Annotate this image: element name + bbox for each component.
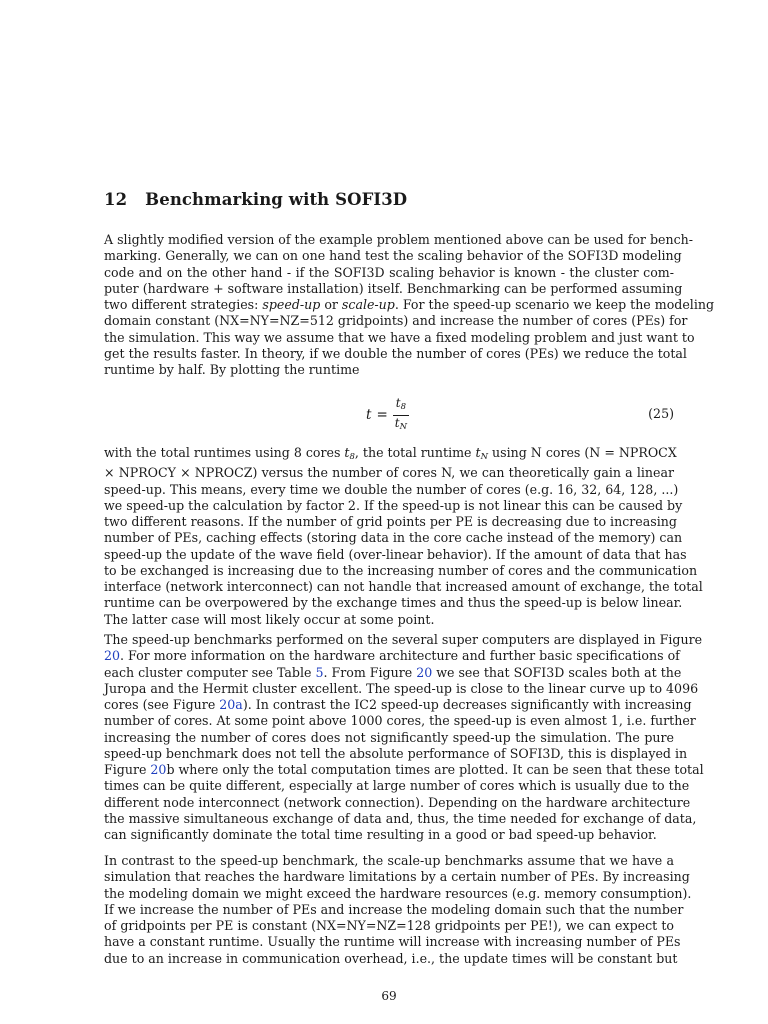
math-var: t [475, 445, 481, 460]
text-line: different node interconnect (network connection). Depending on the hardware architecture [104, 794, 691, 810]
text-line: A slightly modified version of the example problem mentioned above can be used for bench- [104, 232, 694, 247]
fraction-denominator [393, 416, 409, 435]
text-line: interface (network interconnect) can not handle that increased amount of exchange, the total [104, 579, 703, 594]
text-line: speed-up benchmark does not tell the absolute performance of SOFI3D, this is displayed in [104, 745, 688, 761]
text-line: speed-up. This means, every time we double the number of cores (e.g. 16, 32, 64, 128, ...) [104, 481, 679, 497]
text-line: The latter case will most likely occur at some point. [104, 611, 435, 627]
text-fragment: , the total runtime [354, 445, 476, 460]
text-line: runtime can be overpowered by the exchange times and thus the speed-up is below linear. [104, 595, 683, 611]
text-fragment: two different strategies: [104, 297, 263, 312]
text-line: we speed-up the calculation by factor 2. If the speed-up is not linear this can be caused by [104, 497, 683, 513]
paragraph-benchmark-results [104, 632, 704, 843]
text-fragment: with the total runtimes using 8 cores [104, 445, 345, 460]
text-line: two different reasons. If the number of grid points per PE is decreasing due to increasing [104, 514, 677, 529]
equals-sign: = [376, 407, 388, 423]
table-link[interactable]: 5 [315, 664, 324, 680]
text-line: can significantly dominate the total time resulting in a good or bad speed-up behavior. [104, 827, 657, 842]
text-line: to be exchanged is increasing due to the increasing number of cores and the communication [104, 562, 698, 578]
text-line: the massive simultaneous exchange of data and, thus, the time needed for exchange of data, [104, 810, 697, 826]
text-line: get the results faster. In theory, if we double the number of cores (PEs) we reduce the total [104, 345, 687, 361]
text-line [104, 664, 682, 681]
text-line: The speed-up benchmarks performed on the several super computers are displayed in Figure [104, 632, 703, 647]
text-fragment: Figure [104, 762, 151, 777]
text-line: × NPROCY × NPROCZ) versus the number of cores N, we can theoretically gain a linear [104, 465, 674, 481]
text-line: runtime by half. By plotting the runtime [104, 362, 360, 377]
section-heading [104, 190, 407, 209]
text-line [104, 445, 677, 465]
text-line [104, 762, 704, 778]
equation-25 [104, 397, 674, 433]
paragraph-speedup-explanation [104, 445, 703, 628]
term-speed-up: speed-up [262, 297, 321, 312]
text-fragment: . For the speed-up scenario we keep the modeling [394, 297, 715, 312]
numerator-subscript: 8 [400, 401, 406, 412]
text-fragment: or [320, 297, 342, 312]
text-fragment: cores (see Figure [104, 697, 220, 712]
figure-link[interactable]: 20 [416, 664, 433, 680]
text-line: increasing the number of cores does not significantly speed-up the simulation. The pure [104, 729, 674, 745]
paragraph-scaleup [104, 853, 692, 967]
equation-body [366, 397, 409, 433]
equation-lhs: t [366, 407, 372, 423]
text-fragment: each cluster computer see Table [104, 664, 316, 680]
fraction-numerator [394, 396, 408, 415]
section-title: Benchmarking with SOFI3D [145, 190, 408, 209]
figure-link[interactable]: 20 [104, 648, 121, 664]
text-line: the simulation. This way we assume that we have a fixed modeling problem and just want to [104, 329, 695, 345]
text-line [104, 297, 715, 313]
text-fragment: using N cores (N = NPROCX [488, 445, 677, 460]
text-line [104, 648, 680, 664]
text-fragment: b where only the total computation times are plotted. It can be seen that these total [166, 762, 704, 777]
fraction [393, 396, 409, 435]
text-line: Juropa and the Hermit cluster excellent. The speed-up is close to the linear curve up to 4096 [104, 680, 699, 696]
text-line [104, 697, 692, 713]
text-line: marking. Generally, we can on one hand test the scaling behavior of the SOFI3D modeling [104, 248, 682, 264]
text-fragment: . For more information on the hardware architecture and further basic specifications of [120, 648, 680, 664]
text-fragment: ). In contrast the IC2 speed-up decreases significantly with increasing [242, 697, 692, 712]
text-line: times can be quite different, especially at large number of cores which is usually due to the [104, 778, 690, 794]
math-subscript: 8 [349, 452, 355, 462]
math-subscript: N [480, 452, 489, 462]
numerator-variable: t [395, 395, 401, 410]
text-line: speed-up the update of the wave field (over-linear behavior). If the amount of data that has [104, 546, 687, 562]
equation-number: (25) [648, 406, 674, 421]
text-line: due to an increase in communication overhead, i.e., the update times will be constant but [104, 950, 678, 966]
text-line: simulation that reaches the hardware limitations by a certain number of PEs. By increasing [104, 869, 690, 885]
text-line: have a constant runtime. Usually the runtime will increase with increasing number of PEs [104, 934, 681, 950]
text-line: the modeling domain we might exceed the hardware resources (e.g. memory consumption). [104, 885, 692, 901]
figure-link[interactable]: 20a [219, 697, 243, 712]
text-line: number of cores. At some point above 1000 cores, the speed-up is even almost 1, i.e. further [104, 713, 696, 729]
page [104, 0, 715, 1024]
figure-link[interactable]: 20 [150, 762, 167, 777]
text-line: In contrast to the speed-up benchmark, the scale-up benchmarks assume that we have a [104, 853, 674, 868]
term-scale-up: scale-up [341, 297, 395, 312]
math-var: t [344, 445, 350, 460]
page-number: 69 [381, 989, 397, 1003]
text-line: number of PEs, caching effects (storing data in the core cache instead of the memory) can [104, 530, 683, 546]
denominator-variable: t [394, 415, 400, 430]
denominator-subscript: N [399, 421, 408, 432]
text-line: domain constant (NX=NY=NZ=512 gridpoints) and increase the number of cores (PEs) for [104, 313, 688, 329]
text-line: If we increase the number of PEs and increase the modeling domain such that the number [104, 901, 684, 917]
section-number: 12 [104, 190, 128, 209]
text-line: of gridpoints per PE is constant (NX=NY=NZ=128 gridpoints per PE!), we can expect to [104, 918, 674, 933]
text-line: code and on the other hand - if the SOFI3D scaling behavior is known - the cluster com- [104, 264, 674, 280]
paragraph-intro [104, 232, 715, 378]
text-fragment: . From Figure [323, 664, 417, 680]
text-fragment: we see that SOFI3D scales both at the [432, 664, 682, 680]
text-line: puter (hardware + software installation) itself. Benchmarking can be performed assuming [104, 280, 683, 296]
